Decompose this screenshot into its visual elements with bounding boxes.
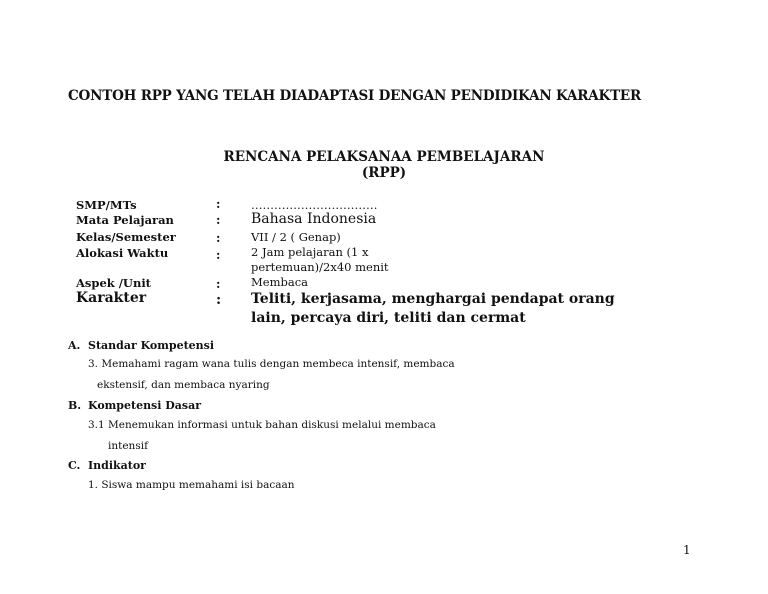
identity-label: Aspek /Unit: [76, 276, 151, 290]
section-title: Standar Kompetensi: [88, 339, 215, 352]
section-item: 3.1 Menemukan informasi untuk bahan diskusi melalui membaca: [88, 419, 436, 431]
identity-colon: :: [216, 231, 221, 245]
rpp-subtitle: (RPP): [361, 165, 407, 181]
section-letter: A.: [68, 339, 81, 352]
section-letter: C.: [68, 459, 81, 472]
section-item: 3. Memahami ragam wana tulis dengan membeca intensif, membaca: [88, 358, 455, 370]
section-heading: [68, 459, 146, 472]
section-item-continuation: ekstensif, dan membaca nyaring: [97, 379, 270, 391]
identity-label: Kelas/Semester: [76, 230, 176, 244]
identity-label: Mata Pelajaran: [76, 213, 174, 227]
identity-colon: :: [216, 292, 222, 308]
identity-value: Teliti, kerjasama, menghargai pendapat orang lain, percaya diri, teliti dan cermat: [251, 291, 615, 326]
section-heading: [68, 339, 214, 352]
identity-value: Bahasa Indonesia: [251, 211, 377, 227]
identity-value: Membaca: [251, 275, 309, 289]
identity-colon: :: [216, 213, 221, 227]
identity-colon: :: [216, 197, 221, 211]
section-heading: [68, 399, 201, 412]
identity-label: Karakter: [76, 290, 147, 306]
identity-value: VII / 2 ( Genap): [251, 230, 341, 244]
section-item-continuation: intensif: [108, 440, 148, 452]
identity-label: SMP/MTs: [76, 198, 137, 212]
identity-value: 2 Jam pelajaran (1 x pertemuan)/2x40 menit: [251, 245, 389, 274]
section-title: Kompetensi Dasar: [88, 399, 202, 412]
page-number: 1: [683, 543, 691, 557]
section-title: Indikator: [88, 459, 146, 472]
identity-colon: :: [216, 248, 221, 262]
identity-value: ……………………………: [251, 198, 378, 212]
identity-colon: :: [216, 277, 221, 291]
rpp-title: RENCANA PELAKSANAA PEMBELAJARAN: [223, 149, 545, 165]
document-title: CONTOH RPP YANG TELAH DIADAPTASI DENGAN PENDIDIKAN KARAKTER: [68, 88, 642, 104]
section-item: 1. Siswa mampu memahami isi bacaan: [88, 479, 295, 491]
identity-label: Alokasi Waktu: [76, 246, 169, 260]
section-letter: B.: [68, 399, 82, 412]
